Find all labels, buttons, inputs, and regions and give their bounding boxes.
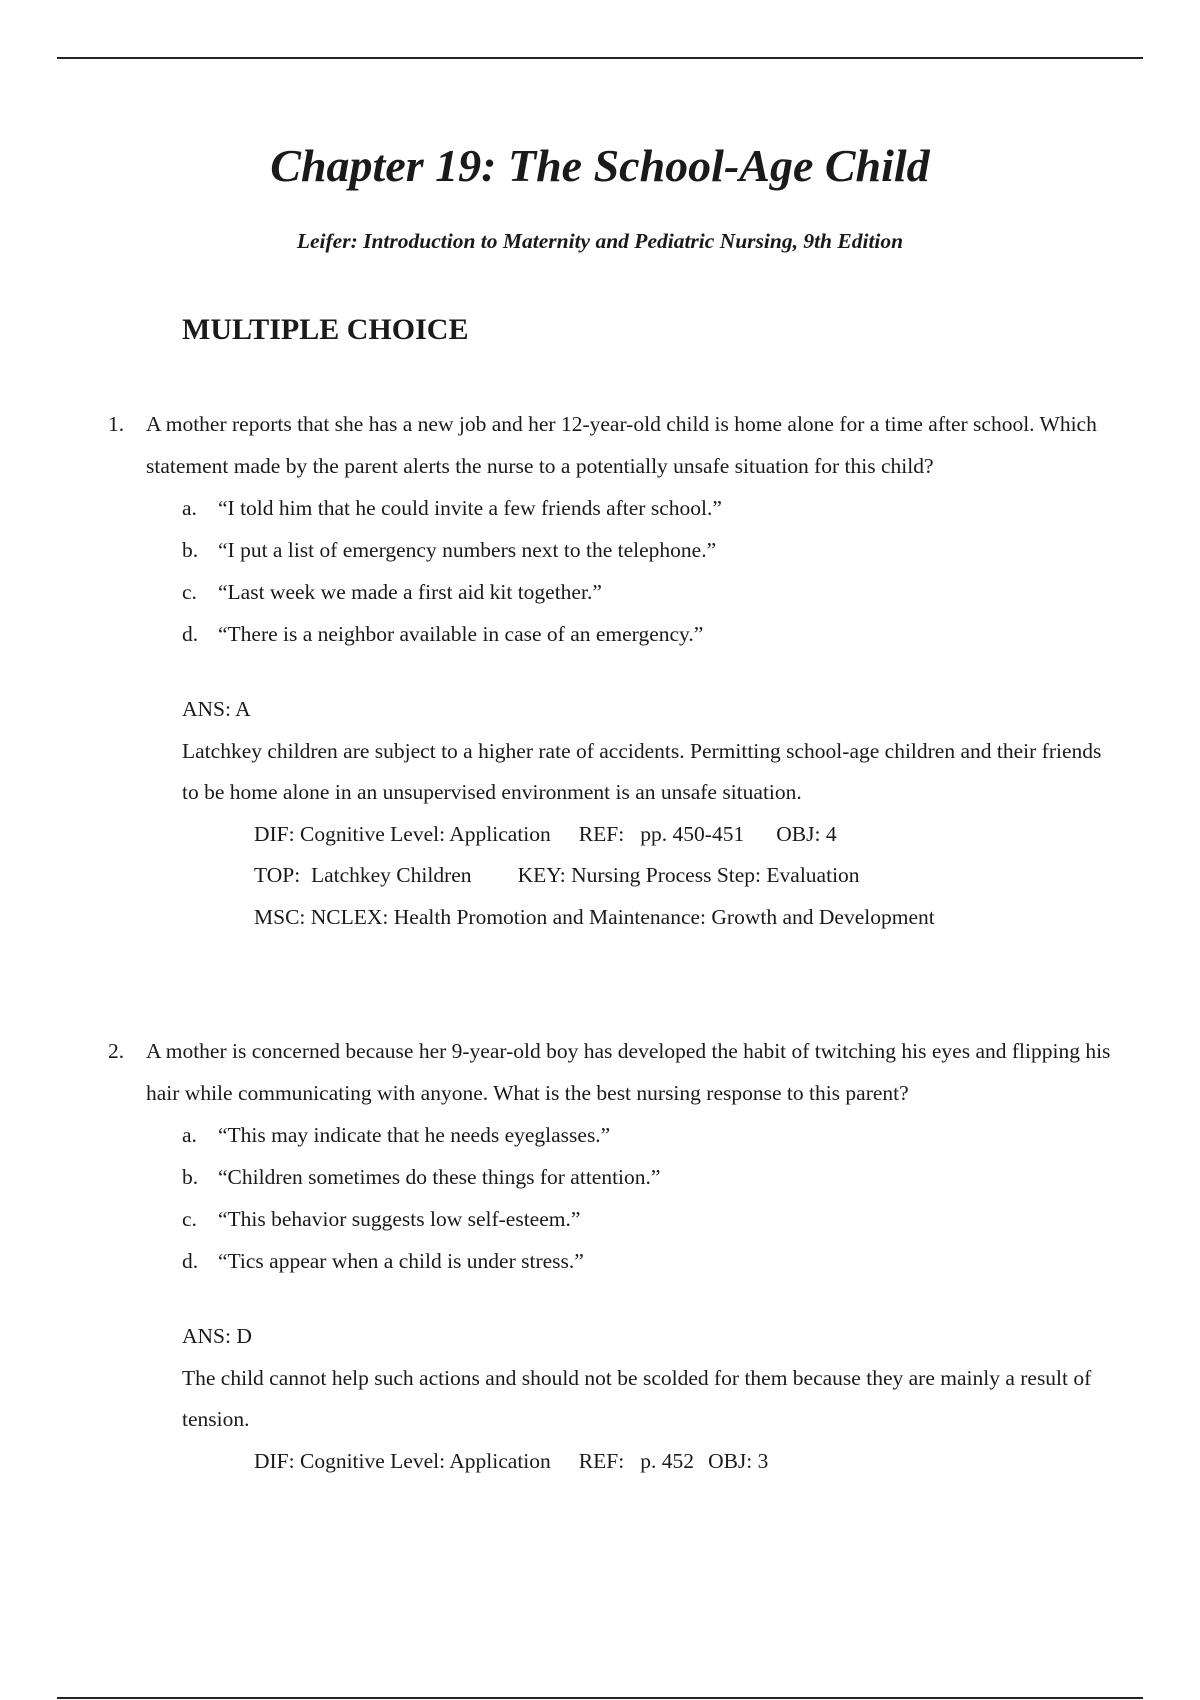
answer-options bbox=[182, 487, 1118, 655]
question-text: A mother is concerned because her 9-year-old boy has developed the habit of twitching his eyes and flipping his hair while communicating with anyone. What is the best nursing response to this parent? bbox=[146, 1039, 1111, 1105]
rationale: The child cannot help such actions and should not be scolded for them because they are mainly a result of tension. bbox=[182, 1365, 1092, 1431]
option-c bbox=[182, 1198, 1118, 1240]
option-letter: c. bbox=[182, 580, 197, 604]
option-letter: b. bbox=[182, 1165, 199, 1189]
option-letter: a. bbox=[182, 496, 197, 520]
ref-field: REF: p. 452 bbox=[578, 1448, 695, 1473]
metadata-line-3 bbox=[254, 897, 1118, 939]
question-stem bbox=[108, 404, 1118, 487]
option-letter: d. bbox=[182, 622, 199, 646]
option-d bbox=[182, 1240, 1118, 1282]
rationale: Latchkey children are subject to a higher rate of accidents. Permitting school-age children and their friends to be home alone in an unsupervised environment is an unsafe situation. bbox=[182, 738, 1102, 804]
question-stem bbox=[108, 1031, 1118, 1114]
question-metadata bbox=[254, 1441, 1118, 1483]
option-text: “This behavior suggests low self-esteem.” bbox=[218, 1207, 581, 1231]
option-letter: b. bbox=[182, 538, 199, 562]
question-text: A mother reports that she has a new job and her 12-year-old child is home alone for a time after school. Which statement made by the parent alerts the nurse to a potentially unsafe situation for this child? bbox=[146, 412, 1097, 478]
book-subtitle: Leifer: Introduction to Maternity and Pediatric Nursing, 9th Edition bbox=[296, 229, 904, 253]
option-c bbox=[182, 571, 1118, 613]
answer-block bbox=[182, 689, 1118, 938]
question-2 bbox=[108, 1031, 1118, 1482]
metadata-line-1 bbox=[254, 814, 1118, 856]
question-number: 2. bbox=[108, 1039, 125, 1063]
ref-field: REF: pp. 450-451 bbox=[578, 821, 745, 846]
option-text: “Last week we made a first aid kit together.” bbox=[218, 580, 602, 604]
msc-field: MSC: NCLEX: Health Promotion and Maintenance: Growth and Development bbox=[254, 904, 935, 929]
option-a bbox=[182, 1114, 1118, 1156]
obj-field: OBJ: 3 bbox=[708, 1448, 769, 1473]
answer-key: ANS: D bbox=[182, 1324, 252, 1348]
answer-options bbox=[182, 1114, 1118, 1282]
top-rule bbox=[57, 57, 1143, 59]
option-text: “Children sometimes do these things for attention.” bbox=[218, 1165, 661, 1189]
bottom-rule bbox=[57, 1697, 1143, 1699]
option-text: “I put a list of emergency numbers next to the telephone.” bbox=[218, 538, 717, 562]
option-d bbox=[182, 613, 1118, 655]
option-text: “There is a neighbor available in case of an emergency.” bbox=[218, 622, 704, 646]
key-field: KEY: Nursing Process Step: Evaluation bbox=[517, 863, 860, 887]
section-heading: MULTIPLE CHOICE bbox=[182, 313, 469, 346]
option-b bbox=[182, 529, 1118, 571]
option-a bbox=[182, 487, 1118, 529]
question-metadata bbox=[254, 814, 1118, 939]
option-b bbox=[182, 1156, 1118, 1198]
option-text: “Tics appear when a child is under stress.” bbox=[218, 1249, 584, 1273]
dif-field: DIF: Cognitive Level: Application bbox=[254, 1448, 551, 1473]
option-letter: a. bbox=[182, 1123, 197, 1147]
question-number: 1. bbox=[108, 412, 125, 436]
option-text: “This may indicate that he needs eyeglasses.” bbox=[218, 1123, 611, 1147]
obj-field: OBJ: 4 bbox=[776, 821, 837, 846]
question-1 bbox=[108, 404, 1118, 938]
top-field: TOP: Latchkey Children bbox=[254, 863, 472, 887]
option-text: “I told him that he could invite a few friends after school.” bbox=[218, 496, 722, 520]
metadata-line-1 bbox=[254, 1441, 1118, 1483]
option-letter: d. bbox=[182, 1249, 199, 1273]
answer-block bbox=[182, 1316, 1118, 1482]
dif-field: DIF: Cognitive Level: Application bbox=[254, 821, 551, 846]
option-letter: c. bbox=[182, 1207, 197, 1231]
metadata-line-2 bbox=[254, 855, 1118, 897]
chapter-title: Chapter 19: The School-Age Child bbox=[270, 140, 930, 191]
answer-key: ANS: A bbox=[182, 697, 251, 721]
